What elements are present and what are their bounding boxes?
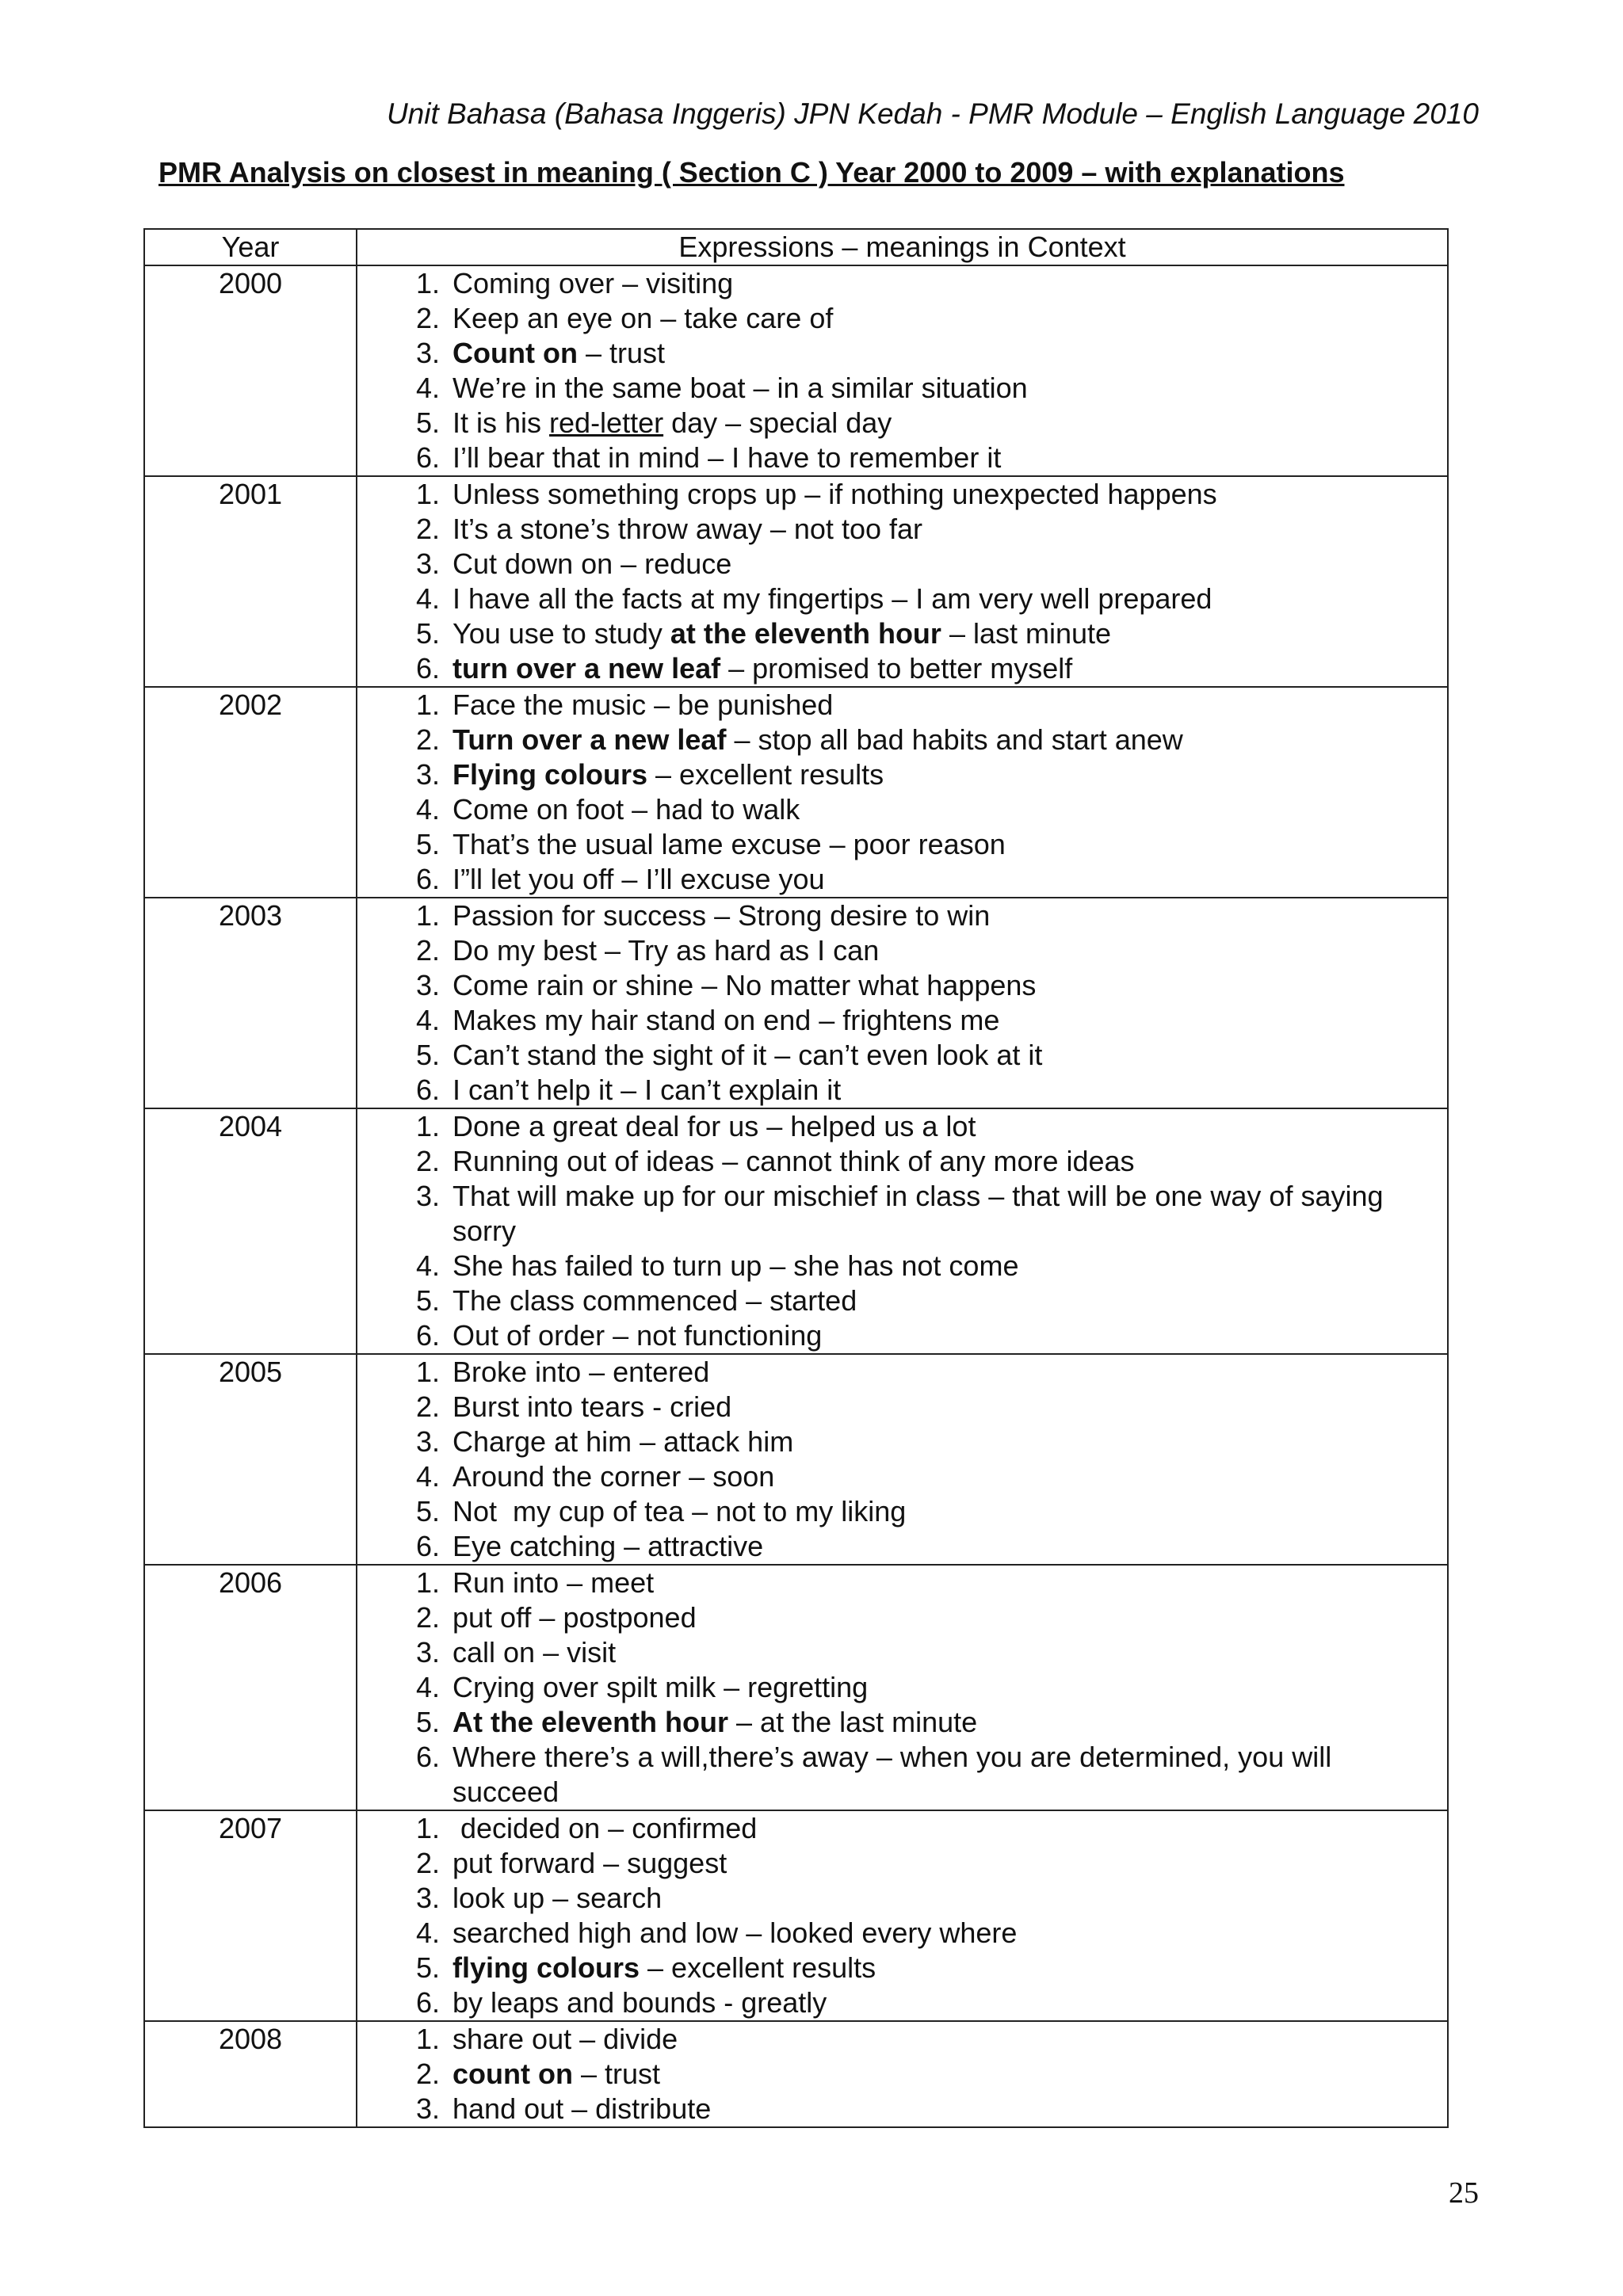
list-item bbox=[357, 1740, 1447, 1810]
table-row bbox=[144, 687, 1448, 898]
text-segment: searched high and low – looked every where bbox=[453, 1917, 1018, 1949]
expression-text bbox=[453, 1881, 1447, 1916]
table-row bbox=[144, 1354, 1448, 1565]
expression-text bbox=[453, 688, 1447, 723]
expression-text bbox=[453, 477, 1447, 512]
list-item bbox=[357, 933, 1447, 968]
list-item bbox=[357, 547, 1447, 582]
text-segment: Unless something crops up – if nothing unexpected happens bbox=[453, 478, 1217, 510]
year-cell: 2005 bbox=[144, 1354, 357, 1565]
text-segment: Broke into – entered bbox=[453, 1356, 710, 1388]
text-segment: – excellent results bbox=[640, 1951, 876, 1984]
expressions-cell bbox=[357, 1565, 1448, 1810]
underlined-phrase: red-letter bbox=[549, 406, 664, 439]
year-cell: 2000 bbox=[144, 265, 357, 476]
text-segment: – excellent results bbox=[647, 758, 884, 791]
expression-text bbox=[453, 1566, 1447, 1600]
list-item bbox=[357, 1600, 1447, 1635]
item-number: 1. bbox=[415, 1110, 440, 1142]
list-item bbox=[357, 1494, 1447, 1529]
item-number: 2. bbox=[415, 934, 440, 967]
text-segment: Crying over spilt milk – regretting bbox=[453, 1671, 869, 1703]
expression-text bbox=[453, 1740, 1447, 1810]
text-segment: – stop all bad habits and start anew bbox=[726, 723, 1183, 756]
table-row bbox=[144, 1810, 1448, 2021]
year-cell: 2002 bbox=[144, 687, 357, 898]
item-number: 5. bbox=[415, 406, 440, 439]
text-segment: I can’t help it – I can’t explain it bbox=[453, 1074, 842, 1106]
table-row bbox=[144, 1108, 1448, 1354]
text-segment: Face the music – be punished bbox=[453, 688, 834, 721]
bold-phrase: count on bbox=[453, 2058, 573, 2090]
item-number: 3. bbox=[415, 2092, 440, 2125]
expression-text bbox=[453, 336, 1447, 371]
expression-text bbox=[453, 1811, 1447, 1846]
expression-text bbox=[453, 616, 1447, 651]
list-item bbox=[357, 1179, 1447, 1249]
item-number: 6. bbox=[415, 863, 440, 895]
list-item bbox=[357, 1811, 1447, 1846]
item-number: 2. bbox=[415, 1390, 440, 1423]
list-item bbox=[357, 688, 1447, 723]
expression-text bbox=[453, 1494, 1447, 1529]
running-header: Unit Bahasa (Bahasa Inggeris) JPN Kedah - PMR Module – English Language 2010 bbox=[386, 97, 1479, 130]
item-number: 4. bbox=[415, 793, 440, 826]
list-item bbox=[357, 1003, 1447, 1038]
item-number: 4. bbox=[415, 1249, 440, 1282]
table-row bbox=[144, 265, 1448, 476]
list-item bbox=[357, 1390, 1447, 1425]
expression-text bbox=[453, 512, 1447, 547]
expression-text bbox=[453, 827, 1447, 862]
item-number: 1. bbox=[415, 267, 440, 299]
item-number: 5. bbox=[415, 1284, 440, 1317]
item-number: 3. bbox=[415, 758, 440, 791]
item-number: 4. bbox=[415, 1004, 440, 1036]
list-item bbox=[357, 723, 1447, 757]
expression-text bbox=[453, 1916, 1447, 1951]
item-number: 4. bbox=[415, 1917, 440, 1949]
item-number: 5. bbox=[415, 1495, 440, 1527]
item-number: 2. bbox=[415, 1847, 440, 1879]
text-segment: Charge at him – attack him bbox=[453, 1425, 794, 1458]
expressions-cell bbox=[357, 476, 1448, 687]
year-cell: 2001 bbox=[144, 476, 357, 687]
item-number: 5. bbox=[415, 828, 440, 860]
expressions-cell bbox=[357, 1810, 1448, 2021]
text-segment: It’s a stone’s throw away – not too far bbox=[453, 513, 922, 545]
expression-text bbox=[453, 1144, 1447, 1179]
item-number: 5. bbox=[415, 1706, 440, 1738]
list-item bbox=[357, 2022, 1447, 2057]
expression-text bbox=[453, 1670, 1447, 1705]
text-segment: – trust bbox=[572, 2058, 661, 2090]
expression-text bbox=[453, 1705, 1447, 1740]
page-number: 25 bbox=[1449, 2176, 1479, 2210]
expressions-cell bbox=[357, 898, 1448, 1108]
bold-phrase: flying colours bbox=[453, 1951, 640, 1984]
text-segment: She has failed to turn up – she has not come bbox=[453, 1249, 1019, 1282]
bold-phrase: Count on bbox=[453, 337, 578, 369]
text-segment: Come on foot – had to walk bbox=[453, 793, 800, 826]
expressions-cell bbox=[357, 2021, 1448, 2127]
item-number: 1. bbox=[415, 1812, 440, 1844]
text-segment: look up – search bbox=[453, 1882, 663, 1914]
expression-text bbox=[453, 1846, 1447, 1881]
item-number: 4. bbox=[415, 372, 440, 404]
table-body bbox=[144, 265, 1448, 2127]
year-cell: 2004 bbox=[144, 1108, 357, 1354]
text-segment: call on – visit bbox=[453, 1636, 617, 1669]
item-number: 2. bbox=[415, 723, 440, 756]
item-number: 3. bbox=[415, 1882, 440, 1914]
list-item bbox=[357, 1705, 1447, 1740]
item-number: 3. bbox=[415, 1636, 440, 1669]
text-segment: The class commenced – started bbox=[453, 1284, 857, 1317]
item-number: 5. bbox=[415, 1951, 440, 1984]
expression-text bbox=[453, 1038, 1447, 1073]
list-item bbox=[357, 651, 1447, 686]
list-item bbox=[357, 898, 1447, 933]
list-item bbox=[357, 1283, 1447, 1318]
text-segment: Where there’s a will,there’s away – when you are determined, you will succeed bbox=[453, 1741, 1340, 1808]
table-header-row bbox=[144, 229, 1448, 265]
list-item bbox=[357, 792, 1447, 827]
text-segment: Passion for success – Strong desire to win bbox=[453, 899, 991, 932]
item-number: 6. bbox=[415, 652, 440, 685]
expression-text bbox=[453, 1425, 1447, 1459]
year-column-header: Year bbox=[144, 229, 357, 265]
list-item bbox=[357, 1249, 1447, 1283]
text-segment: by leaps and bounds - greatly bbox=[453, 1986, 827, 2019]
expression-list bbox=[357, 2022, 1447, 2126]
expression-text bbox=[453, 547, 1447, 582]
item-number: 6. bbox=[415, 1530, 440, 1562]
text-segment: – trust bbox=[577, 337, 665, 369]
text-segment: Run into – meet bbox=[453, 1566, 655, 1599]
expression-text bbox=[453, 1459, 1447, 1494]
item-number: 2. bbox=[415, 1145, 440, 1177]
list-item bbox=[357, 477, 1447, 512]
table-row bbox=[144, 476, 1448, 687]
text-segment: – promised to better myself bbox=[720, 652, 1073, 685]
text-segment: You use to study bbox=[453, 617, 670, 650]
list-item bbox=[357, 1144, 1447, 1179]
bold-phrase: At the eleventh hour bbox=[453, 1706, 729, 1738]
expression-list bbox=[357, 1566, 1447, 1810]
table-row bbox=[144, 898, 1448, 1108]
text-segment: Done a great deal for us – helped us a lot bbox=[453, 1110, 976, 1142]
text-segment: Not my cup of tea – not to my liking bbox=[453, 1495, 907, 1527]
list-item bbox=[357, 1318, 1447, 1353]
expression-text bbox=[453, 2022, 1447, 2057]
list-item bbox=[357, 827, 1447, 862]
list-item bbox=[357, 1881, 1447, 1916]
list-item bbox=[357, 862, 1447, 897]
list-item bbox=[357, 616, 1447, 651]
expression-text bbox=[453, 792, 1447, 827]
item-number: 5. bbox=[415, 617, 440, 650]
year-cell: 2008 bbox=[144, 2021, 357, 2127]
table-row bbox=[144, 2021, 1448, 2127]
list-item bbox=[357, 1635, 1447, 1670]
expression-text bbox=[453, 933, 1447, 968]
item-number: 3. bbox=[415, 1180, 440, 1212]
expression-text bbox=[453, 1985, 1447, 2020]
list-item bbox=[357, 1916, 1447, 1951]
text-segment: put off – postponed bbox=[453, 1601, 697, 1634]
bold-phrase: at the eleventh hour bbox=[670, 617, 941, 650]
item-number: 3. bbox=[415, 1425, 440, 1458]
item-number: 6. bbox=[415, 441, 440, 474]
list-item bbox=[357, 266, 1447, 301]
item-number: 4. bbox=[415, 1671, 440, 1703]
expression-text bbox=[453, 723, 1447, 757]
table-row bbox=[144, 1565, 1448, 1810]
list-item bbox=[357, 1459, 1447, 1494]
list-item bbox=[357, 1355, 1447, 1390]
item-number: 1. bbox=[415, 899, 440, 932]
text-segment: – last minute bbox=[941, 617, 1112, 650]
list-item bbox=[357, 371, 1447, 406]
expression-text bbox=[453, 1179, 1447, 1249]
expression-list bbox=[357, 688, 1447, 897]
text-segment: Do my best – Try as hard as I can bbox=[453, 934, 880, 967]
text-segment: That’s the usual lame excuse – poor reason bbox=[453, 828, 1006, 860]
list-item bbox=[357, 757, 1447, 792]
list-item bbox=[357, 1529, 1447, 1564]
text-segment: Keep an eye on – take care of bbox=[453, 302, 834, 334]
expression-text bbox=[453, 898, 1447, 933]
item-number: 2. bbox=[415, 2058, 440, 2090]
expressions-cell bbox=[357, 687, 1448, 898]
text-segment: – at the last minute bbox=[728, 1706, 978, 1738]
expression-text bbox=[453, 406, 1447, 441]
item-number: 1. bbox=[415, 478, 440, 510]
item-number: 6. bbox=[415, 1074, 440, 1106]
expression-text bbox=[453, 2092, 1447, 2126]
expression-text bbox=[453, 1318, 1447, 1353]
expression-text bbox=[453, 1249, 1447, 1283]
list-item bbox=[357, 1951, 1447, 1985]
text-segment: share out – divide bbox=[453, 2023, 678, 2055]
expression-text bbox=[453, 1390, 1447, 1425]
expression-list bbox=[357, 1355, 1447, 1564]
expression-text bbox=[453, 968, 1447, 1003]
text-segment: day – special day bbox=[663, 406, 892, 439]
text-segment: Can’t stand the sight of it – can’t even look at it bbox=[453, 1039, 1043, 1071]
text-segment: Cut down on – reduce bbox=[453, 547, 732, 580]
item-number: 1. bbox=[415, 1356, 440, 1388]
item-number: 2. bbox=[415, 513, 440, 545]
text-segment: We’re in the same boat – in a similar situation bbox=[453, 372, 1028, 404]
list-item bbox=[357, 1846, 1447, 1881]
list-item bbox=[357, 441, 1447, 475]
expression-text bbox=[453, 1635, 1447, 1670]
expression-list bbox=[357, 266, 1447, 475]
item-number: 3. bbox=[415, 547, 440, 580]
list-item bbox=[357, 1073, 1447, 1108]
expression-text bbox=[453, 371, 1447, 406]
year-cell: 2006 bbox=[144, 1565, 357, 1810]
text-segment: hand out – distribute bbox=[453, 2092, 712, 2125]
item-number: 3. bbox=[415, 337, 440, 369]
expression-list bbox=[357, 477, 1447, 686]
expressions-cell bbox=[357, 265, 1448, 476]
text-segment: That will make up for our mischief in class – that will be one way of saying sorry bbox=[453, 1180, 1392, 1247]
year-cell: 2007 bbox=[144, 1810, 357, 2021]
expression-text bbox=[453, 1073, 1447, 1108]
text-segment: I have all the facts at my fingertips – I am very well prepared bbox=[453, 582, 1212, 615]
list-item bbox=[357, 512, 1447, 547]
list-item bbox=[357, 582, 1447, 616]
expression-text bbox=[453, 266, 1447, 301]
bold-phrase: Flying colours bbox=[453, 758, 648, 791]
expression-text bbox=[453, 862, 1447, 897]
item-number: 4. bbox=[415, 582, 440, 615]
item-number: 6. bbox=[415, 1986, 440, 2019]
expression-text bbox=[453, 1283, 1447, 1318]
expression-text bbox=[453, 2057, 1447, 2092]
bold-phrase: Turn over a new leaf bbox=[453, 723, 727, 756]
item-number: 3. bbox=[415, 969, 440, 1001]
document-title: PMR Analysis on closest in meaning ( Section C ) Year 2000 to 2009 – with explanations bbox=[158, 156, 1345, 189]
expression-text bbox=[453, 1529, 1447, 1564]
text-segment: Burst into tears - cried bbox=[453, 1390, 732, 1423]
list-item bbox=[357, 1038, 1447, 1073]
text-segment: Around the corner – soon bbox=[453, 1460, 775, 1493]
expression-text bbox=[453, 1003, 1447, 1038]
list-item bbox=[357, 2057, 1447, 2092]
expression-text bbox=[453, 582, 1447, 616]
list-item bbox=[357, 301, 1447, 336]
text-segment: Running out of ideas – cannot think of any more ideas bbox=[453, 1145, 1135, 1177]
list-item bbox=[357, 406, 1447, 441]
item-number: 6. bbox=[415, 1741, 440, 1773]
expression-text bbox=[453, 651, 1447, 686]
text-segment: Out of order – not functioning bbox=[453, 1319, 823, 1352]
text-segment: Makes my hair stand on end – frightens me bbox=[453, 1004, 1000, 1036]
item-number: 1. bbox=[415, 688, 440, 721]
expressions-column-header: Expressions – meanings in Context bbox=[357, 229, 1448, 265]
analysis-table bbox=[143, 228, 1449, 2128]
expression-text bbox=[453, 1951, 1447, 1985]
item-number: 6. bbox=[415, 1319, 440, 1352]
expression-list bbox=[357, 1811, 1447, 2020]
list-item bbox=[357, 336, 1447, 371]
expression-list bbox=[357, 898, 1447, 1108]
text-segment: decided on – confirmed bbox=[453, 1812, 758, 1844]
expression-text bbox=[453, 1355, 1447, 1390]
item-number: 1. bbox=[415, 2023, 440, 2055]
list-item bbox=[357, 2092, 1447, 2126]
expressions-cell bbox=[357, 1354, 1448, 1565]
text-segment: Come rain or shine – No matter what happens bbox=[453, 969, 1037, 1001]
item-number: 2. bbox=[415, 1601, 440, 1634]
text-segment: Coming over – visiting bbox=[453, 267, 734, 299]
item-number: 5. bbox=[415, 1039, 440, 1071]
expression-text bbox=[453, 301, 1447, 336]
list-item bbox=[357, 1109, 1447, 1144]
text-segment: It is his bbox=[453, 406, 550, 439]
text-segment: I’ll bear that in mind – I have to remember it bbox=[453, 441, 1002, 474]
expression-text bbox=[453, 1600, 1447, 1635]
list-item bbox=[357, 968, 1447, 1003]
year-cell: 2003 bbox=[144, 898, 357, 1108]
item-number: 4. bbox=[415, 1460, 440, 1493]
expression-text bbox=[453, 757, 1447, 792]
item-number: 1. bbox=[415, 1566, 440, 1599]
expression-list bbox=[357, 1109, 1447, 1353]
bold-phrase: turn over a new leaf bbox=[453, 652, 721, 685]
list-item bbox=[357, 1425, 1447, 1459]
list-item bbox=[357, 1670, 1447, 1705]
text-segment: put forward – suggest bbox=[453, 1847, 727, 1879]
text-segment: I”ll let you off – I’ll excuse you bbox=[453, 863, 825, 895]
list-item bbox=[357, 1985, 1447, 2020]
expression-text bbox=[453, 441, 1447, 475]
text-segment: Eye catching – attractive bbox=[453, 1530, 764, 1562]
item-number: 2. bbox=[415, 302, 440, 334]
expression-text bbox=[453, 1109, 1447, 1144]
list-item bbox=[357, 1566, 1447, 1600]
expressions-cell bbox=[357, 1108, 1448, 1354]
